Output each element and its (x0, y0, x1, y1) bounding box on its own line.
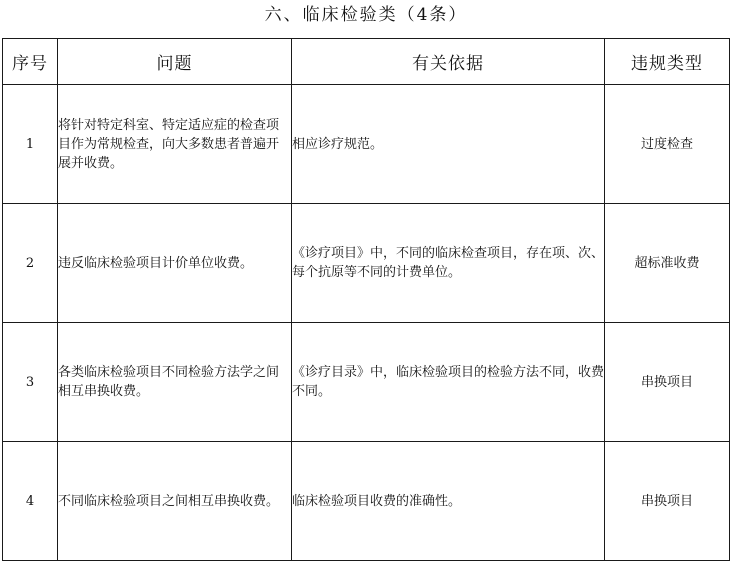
row-basis: 《诊疗目录》中，临床检验项目的检验方法不同，收费不同。 (292, 323, 605, 442)
table-row (3, 85, 730, 204)
header-basis: 有关依据 (292, 39, 605, 85)
row-issue: 将针对特定科室、特定适应症的检查项目作为常规检查，向大多数患者普遍开展并收费。 (58, 85, 292, 204)
row-basis: 临床检验项目收费的准确性。 (292, 442, 605, 561)
row-issue: 违反临床检验项目计价单位收费。 (58, 204, 292, 323)
document-title: 六、临床检验类（4条） (264, 5, 468, 25)
row-violation-type: 串换项目 (605, 323, 730, 442)
header-serial-number: 序号 (3, 39, 58, 85)
row-basis: 《诊疗项目》中，不同的临床检查项目，存在项、次、每个抗原等不同的计费单位。 (292, 204, 605, 323)
table-row (3, 323, 730, 442)
row-violation-type: 过度检查 (605, 85, 730, 204)
row-serial-number: 2 (3, 204, 58, 323)
row-serial-number: 4 (3, 442, 58, 561)
row-serial-number: 3 (3, 323, 58, 442)
row-issue: 不同临床检验项目之间相互串换收费。 (58, 442, 292, 561)
row-serial-number: 1 (3, 85, 58, 204)
row-issue: 各类临床检验项目不同检验方法学之间相互串换收费。 (58, 323, 292, 442)
table-row (3, 204, 730, 323)
table-header-row (3, 39, 730, 85)
table-row (3, 442, 730, 561)
row-basis: 相应诊疗规范。 (292, 85, 605, 204)
row-violation-type: 串换项目 (605, 442, 730, 561)
violations-table (2, 38, 730, 561)
header-issue: 问题 (58, 39, 292, 85)
row-violation-type: 超标准收费 (605, 204, 730, 323)
header-violation-type: 违规类型 (605, 39, 730, 85)
